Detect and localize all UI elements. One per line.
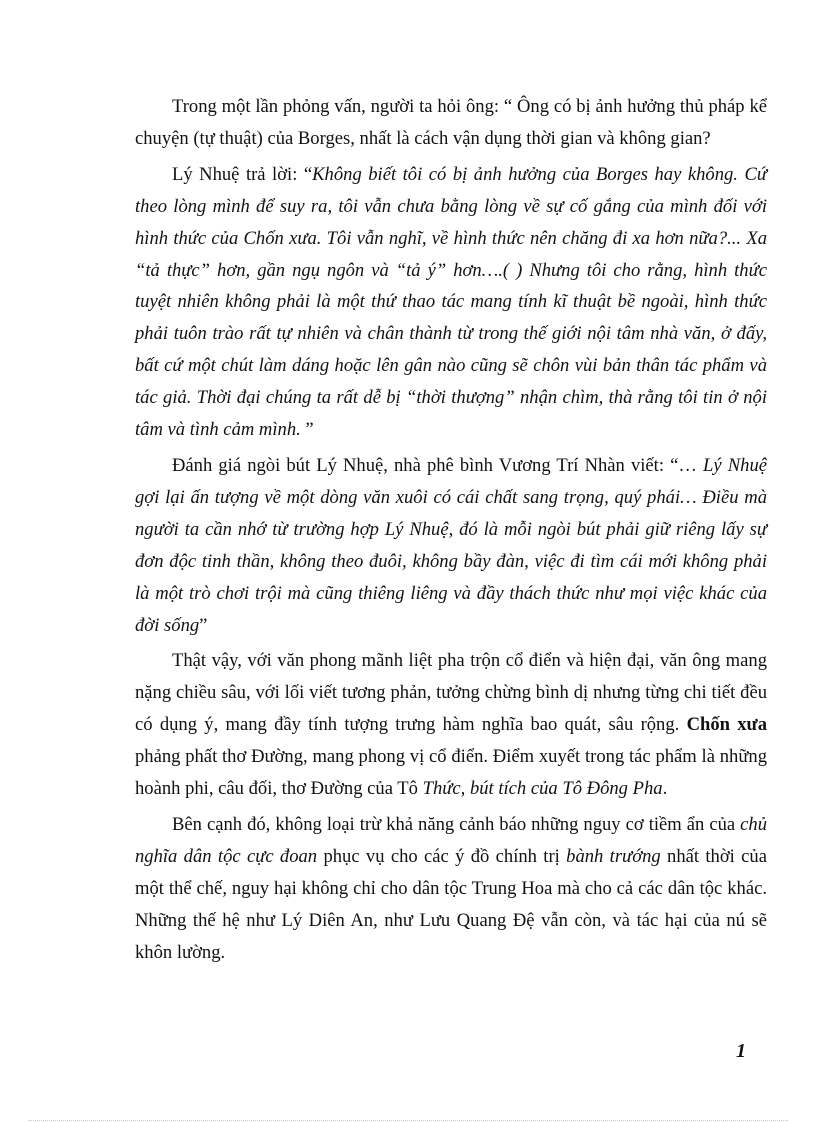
text-run: Chốn xưa [686,714,768,736]
text-run: ” [199,614,208,636]
text-run: ” [300,419,314,441]
text-run: Thức, bút tích của Tô Đông Pha [422,778,663,800]
text-run: Bên cạnh đó, không loại trừ khả năng cảnh báo những nguy cơ tiềm ẩn của [172,813,741,835]
text-run: Trong một lần phỏng vấn, người ta hỏi ông: “ Ông có bị ảnh hưởng thủ pháp kể chuyện (tự thuật) của Borges, nhất là cách vận dụng thời gian và không gian? [135,96,767,149]
paragraph-style-analysis [135,645,767,805]
text-run: Lý Nhuệ trả lời: “ [172,163,313,185]
paragraph-warning [135,809,767,969]
text-run: phảng phất thơ Đường, mang phong vị cổ điển. Điểm xuyết trong tác phẩm là những hoành phi, câu đối, thơ Đường của Tô [135,746,767,800]
body-text [135,91,767,972]
page-number: 1 [736,1040,746,1062]
text-run: Lý Nhuệ gợi lại ấn tượng về một dòng văn xuôi có cái chất sang trọng, quý phái… Điều mà người ta cần nhớ từ trường hợp Lý Nhuệ, đó là mỗi ngòi bút phải giữ riêng lấy sự đơn độc tinh thần, không theo đuôi, không bầy đàn, việc đi tìm cái mới không phải là một trò chơi trội mà cũng thiêng liêng và đầy thách thức như mọi việc khác của đời sống [135,454,767,636]
text-run: phục vụ cho các ý đồ chính trị [317,845,567,867]
text-run: nhất thời của một thể chế, nguy hại không chỉ cho dân tộc Trung Hoa mà cho cả các dân tộc khác. Những thế hệ như Lý Diên An, như Lưu Quang Đệ vẫn còn, và tác hại của nú sẽ khôn lường. [135,845,767,963]
text-run: bành trướng [566,845,661,867]
paragraph-critic-review [135,450,767,641]
paragraph-interview-question [135,91,767,155]
text-run: . [662,778,668,800]
text-run: Đánh giá ngòi bút Lý Nhuệ, nhà phê bình Vương Trí Nhàn viết: “… [172,454,704,476]
bottom-dotted-rule [28,1120,788,1121]
text-run: chủ nghĩa dân tộc cực đoan [135,813,767,867]
text-run: Thật vậy, với văn phong mãnh liệt pha trộn cổ điển và hiện đại, văn ông mang nặng chiều sâu, với lối viết tương phản, tưởng chừng bình dị nhưng từng chi tiết đều có dụng ý, mang đầy tính tượng trưng hàm nghĩa bao quát, sâu rộng. [135,650,767,736]
paragraph-ly-nhue-answer [135,159,767,446]
text-run: Không biết tôi có bị ảnh hưởng của Borges hay không. Cứ theo lòng mình để suy ra, tôi vẫn chưa bằng lòng về sự cố gắng của mình đối với hình thức của Chốn xưa. Tôi vẫn nghĩ, về hình thức nên chăng đi xa hơn nữa?... Xa “tả thực” hơn, gần ngụ ngôn và “tả ý” hơn….( ) Nhưng tôi cho rằng, hình thức tuyệt nhiên không phải là một thứ thao tác mang tính kĩ thuật bề ngoài, hình thức phải tuôn trào rất tự nhiên và chân thành từ trong thế giới nội tâm nhà văn, ở đấy, bất cứ một chút làm dáng hoặc lên gân nào cũng sẽ chôn vùi bản thân tác phẩm và tác giả. Thời đại chúng ta rất dễ bị “thời thượng” nhận chìm, thà rằng tôi tin ở nội tâm và tình cảm mình. [135,163,767,441]
